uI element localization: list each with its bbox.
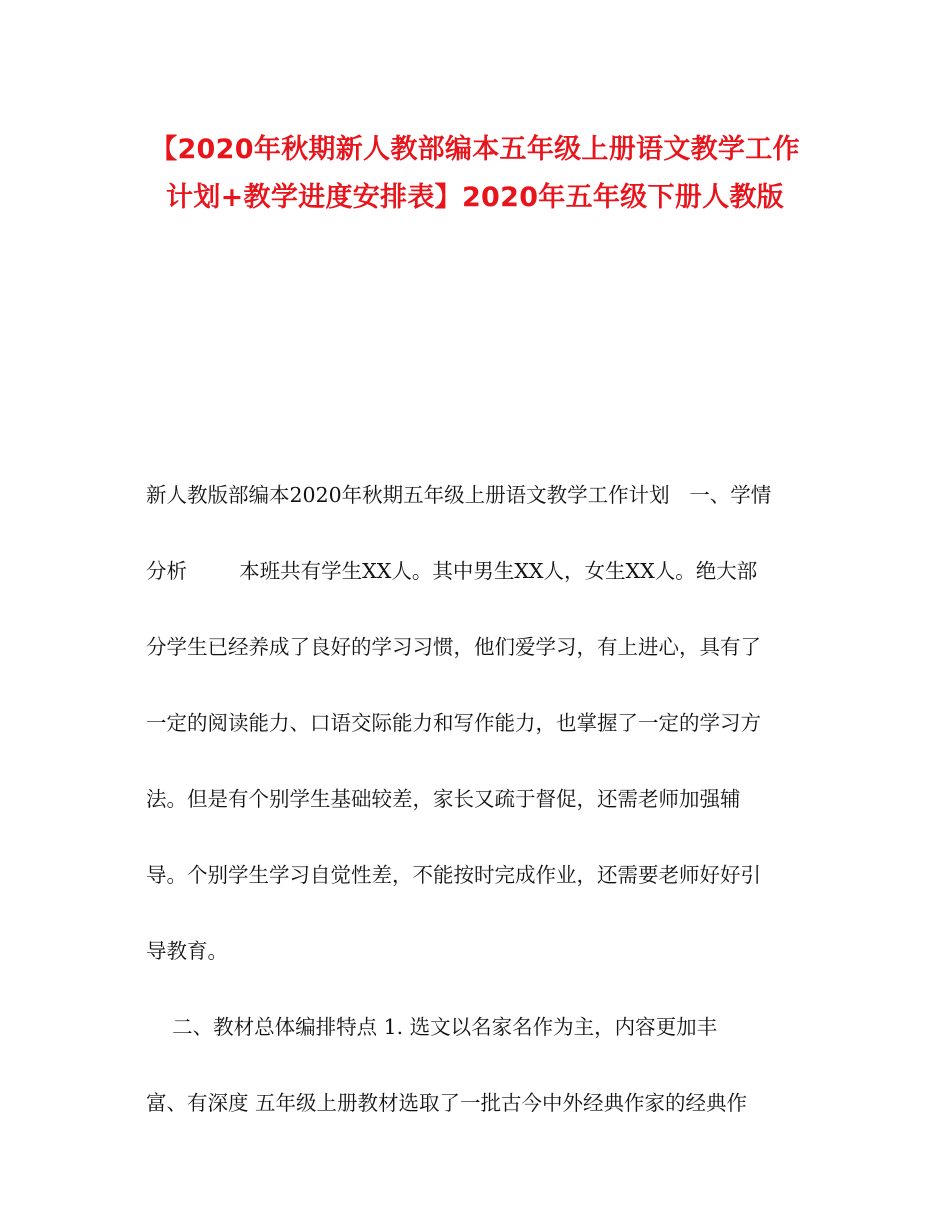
body-line-9: 富、有深度 五年级上册教材选取了一批古今中外经典作家的经典作: [146, 1091, 748, 1115]
body-line-4: 一定的阅读能力、口语交际能力和写作能力，也掌握了一定的学习方: [146, 711, 761, 735]
body-line-1: 新人教版部编本2020年秋期五年级上册语文教学工作计划 一、学情: [146, 483, 772, 507]
body-line-7: 导教育。: [146, 939, 228, 963]
body-line-5: 法。但是有个别学生基础较差，家长又疏于督促，还需老师加强辅: [146, 787, 741, 811]
body-line-8: 二、教材总体编排特点 1. 选文以名家名作为主，内容更加丰: [146, 1015, 718, 1039]
title-line-2: 计划+教学进度安排表】2020年五年级下册人教版: [166, 182, 784, 213]
body-line-6: 导。个别学生学习自觉性差，不能按时完成作业，还需要老师好好引: [146, 863, 761, 887]
body-line-3: 分学生已经养成了良好的学习习惯，他们爱学习，有上进心，具有了: [146, 635, 761, 659]
document-title: [120, 126, 830, 222]
title-line-1: 【2020年秋期新人教部编本五年级上册语文教学工作: [150, 134, 800, 165]
body-line-2: 分析 本班共有学生XX人。其中男生XX人，女生XX人。绝大部: [146, 559, 758, 583]
